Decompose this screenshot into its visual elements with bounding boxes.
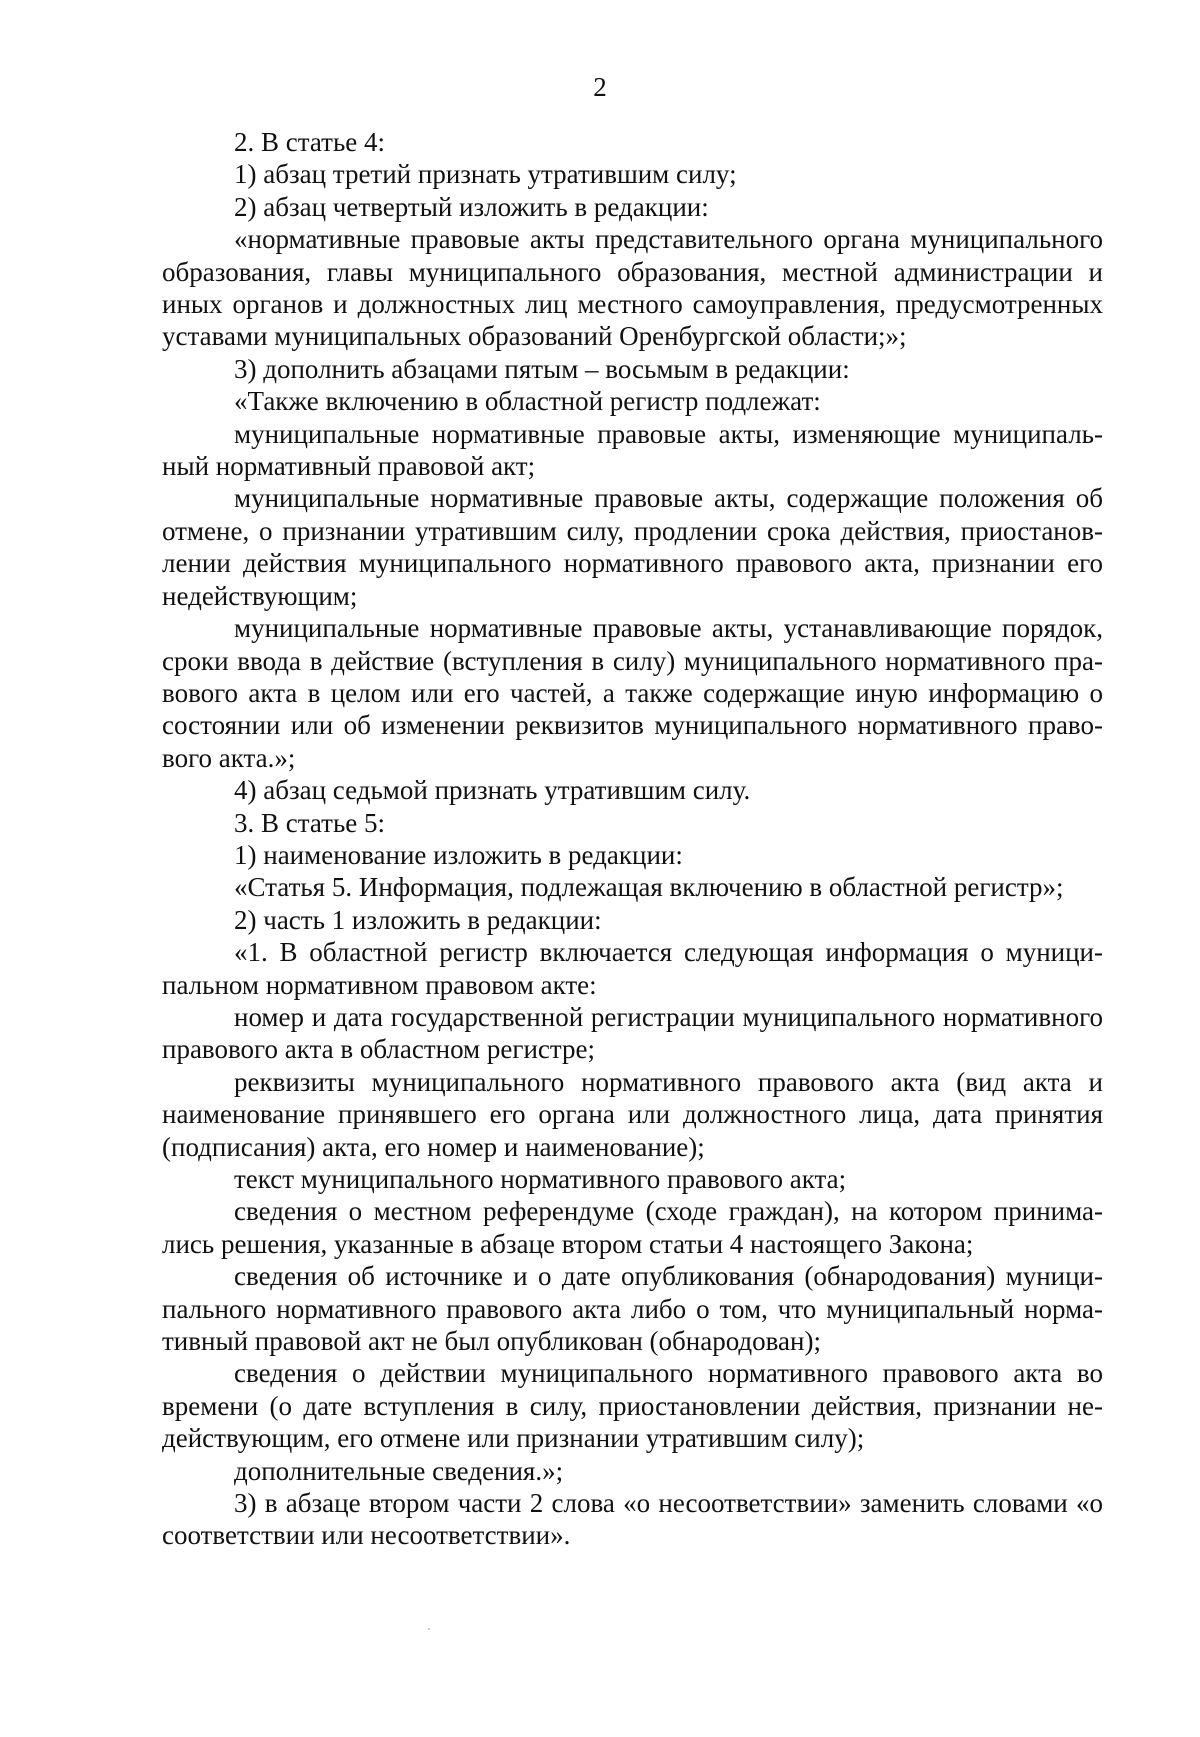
paragraph-item: 3) дополнить абзацами пятым – восьмым в редакции: — [234, 353, 850, 384]
paragraph-item: 2) часть 1 изложить в редакции: — [234, 904, 602, 935]
paragraph-text: муниципальные нормативные правовые акты, содержащие положения об отмене, о признании утратившим силу, продлении срока действия, приостановлении действия муниципального нормативного правового акта, признании его недействующим; — [162, 483, 1103, 611]
paragraph-item: 2) абзац четвертый изложить в редакции: — [234, 191, 709, 222]
paragraph-quote: «нормативные правовые акты представительного органа муниципального образования, главы муниципального образования, местной администрации и иных органов и должностных лиц местного самоуправления, предусмотренных уставами муниципальных образований Оренбургской области;»; — [162, 224, 1103, 352]
paragraph-text: номер и дата государственной регистрации муниципального нормативного правового акта в областном регистре; — [162, 1001, 1103, 1065]
paragraph-text: муниципальные нормативные правовые акты, устанавливающие порядок, сроки ввода в действие (вступления в силу) муниципального нормативного правового акта в целом или его частей, а также содержащие иную информацию о состоянии или об изменении реквизитов муниципального нормативного правового акта.»; — [162, 613, 1103, 773]
paragraph-text: реквизиты муниципального нормативного правового акта (вид акта и наименование принявшего его органа или должностного лица, дата принятия (подписания) акта, его номер и наименование); — [162, 1066, 1103, 1162]
paragraph-text: сведения о местном референдуме (сходе граждан), на котором принимались решения, указанные в абзаце втором статьи 4 настоящего Закона; — [162, 1196, 1103, 1259]
paragraph-text: дополнительные сведения.»; — [234, 1455, 564, 1486]
paragraph-article4-heading: 2. В статье 4: — [234, 127, 386, 157]
paragraph-item: 1) наименование изложить в редакции: — [234, 839, 683, 870]
scan-speck — [428, 1628, 430, 1630]
paragraph-quote: «Также включению в областной регистр подлежат: — [234, 386, 821, 417]
page-number: 2 — [593, 72, 607, 102]
paragraph-item: 1) абзац третий признать утратившим силу; — [234, 159, 737, 190]
paragraph-item: 3) в абзаце втором части 2 слова «о несоответствии» заменить словами «о соответствии или несоответствии». — [162, 1488, 1103, 1551]
paragraph-article5-heading: 3. В статье 5: — [234, 807, 386, 838]
paragraph-text: сведения об источнике и о дате опубликования (обнародования) муниципального нормативного правового акта либо о том, что муниципальный нормативный правовой акт не был опубликован (обнародован); — [162, 1261, 1103, 1357]
paragraph-text: муниципальные нормативные правовые акты, изменяющие муниципальный нормативный правовой акт; — [162, 418, 1103, 482]
paragraph-quote: «Статья 5. Информация, подлежащая включению в областной регистр»; — [234, 872, 1064, 903]
paragraph-text: текст муниципального нормативного правового акта; — [234, 1164, 847, 1194]
paragraph-item: 4) абзац седьмой признать утратившим силу. — [234, 775, 751, 806]
paragraph-text: сведения о действии муниципального нормативного правового акта во времени (о дате вступления в силу, приостановлении действия, признании недействующим, его отмене или признании утратившим силу); — [162, 1358, 1103, 1454]
document-body — [162, 126, 1103, 1552]
paragraph-quote: «1. В областной регистр включается следующая информация о муниципальном нормативном правовом акте: — [162, 937, 1103, 1000]
